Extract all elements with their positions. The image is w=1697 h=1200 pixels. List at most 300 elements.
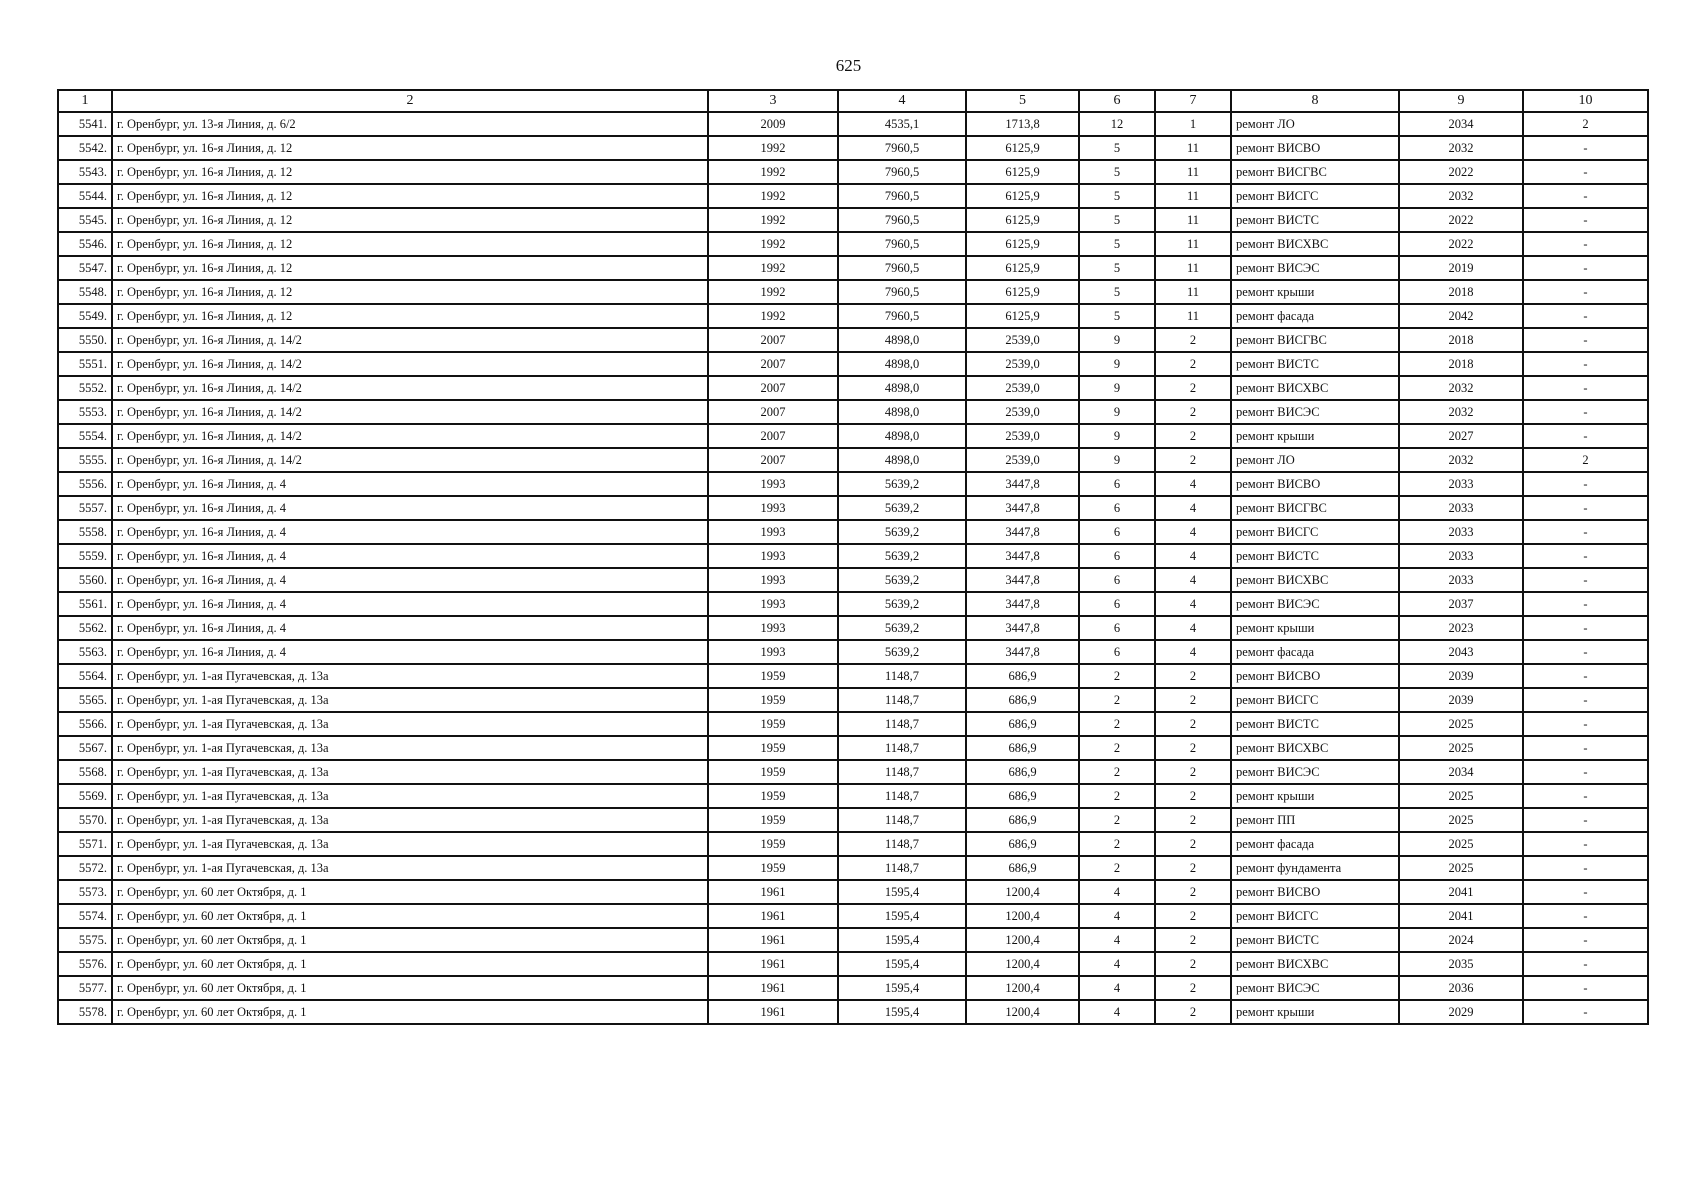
cell-address: г. Оренбург, ул. 16-я Линия, д. 12 — [112, 256, 708, 280]
cell-entrances: 2 — [1155, 352, 1231, 376]
cell-planned-year: 2027 — [1399, 424, 1523, 448]
cell-planned-year: 2018 — [1399, 352, 1523, 376]
cell-work-type: ремонт фасада — [1231, 640, 1399, 664]
cell-living-area: 6125,9 — [966, 256, 1079, 280]
cell-planned-year: 2029 — [1399, 1000, 1523, 1024]
cell-address: г. Оренбург, ул. 1-ая Пугачевская, д. 13а — [112, 808, 708, 832]
cell-floors: 6 — [1079, 640, 1155, 664]
cell-row-number: 5549. — [58, 304, 112, 328]
cell-total-area: 7960,5 — [838, 184, 966, 208]
cell-row-number: 5578. — [58, 1000, 112, 1024]
table-header — [58, 90, 1648, 112]
column-header-3: 3 — [708, 90, 838, 112]
cell-total-area: 7960,5 — [838, 136, 966, 160]
cell-total-area: 7960,5 — [838, 304, 966, 328]
table-row — [58, 280, 1648, 304]
cell-planned-year: 2032 — [1399, 376, 1523, 400]
cell-column-10-value: - — [1523, 544, 1648, 568]
cell-row-number: 5547. — [58, 256, 112, 280]
column-header-2: 2 — [112, 90, 708, 112]
cell-address: г. Оренбург, ул. 1-ая Пугачевская, д. 13а — [112, 712, 708, 736]
table-row — [58, 1000, 1648, 1024]
table-row — [58, 496, 1648, 520]
cell-planned-year: 2019 — [1399, 256, 1523, 280]
cell-planned-year: 2039 — [1399, 664, 1523, 688]
cell-address: г. Оренбург, ул. 1-ая Пугачевская, д. 13а — [112, 736, 708, 760]
cell-column-10-value: - — [1523, 568, 1648, 592]
cell-floors: 2 — [1079, 664, 1155, 688]
cell-column-10-value: - — [1523, 856, 1648, 880]
cell-floors: 2 — [1079, 856, 1155, 880]
table-row — [58, 712, 1648, 736]
cell-row-number: 5543. — [58, 160, 112, 184]
cell-address: г. Оренбург, ул. 1-ая Пугачевская, д. 13а — [112, 688, 708, 712]
cell-year-built: 1992 — [708, 160, 838, 184]
cell-floors: 4 — [1079, 1000, 1155, 1024]
cell-row-number: 5544. — [58, 184, 112, 208]
cell-total-area: 1148,7 — [838, 856, 966, 880]
cell-address: г. Оренбург, ул. 1-ая Пугачевская, д. 13а — [112, 832, 708, 856]
cell-entrances: 2 — [1155, 760, 1231, 784]
cell-entrances: 2 — [1155, 400, 1231, 424]
cell-year-built: 1959 — [708, 808, 838, 832]
cell-total-area: 7960,5 — [838, 232, 966, 256]
cell-year-built: 1993 — [708, 520, 838, 544]
cell-address: г. Оренбург, ул. 16-я Линия, д. 12 — [112, 232, 708, 256]
table-row — [58, 208, 1648, 232]
cell-address: г. Оренбург, ул. 16-я Линия, д. 14/2 — [112, 424, 708, 448]
cell-entrances: 2 — [1155, 808, 1231, 832]
cell-address: г. Оренбург, ул. 16-я Линия, д. 14/2 — [112, 448, 708, 472]
cell-total-area: 1595,4 — [838, 928, 966, 952]
cell-year-built: 1961 — [708, 904, 838, 928]
cell-column-10-value: - — [1523, 592, 1648, 616]
cell-work-type: ремонт ВИСЭС — [1231, 400, 1399, 424]
cell-total-area: 1595,4 — [838, 952, 966, 976]
cell-total-area: 1148,7 — [838, 688, 966, 712]
cell-address: г. Оренбург, ул. 16-я Линия, д. 12 — [112, 208, 708, 232]
cell-planned-year: 2033 — [1399, 568, 1523, 592]
cell-entrances: 4 — [1155, 472, 1231, 496]
cell-work-type: ремонт крыши — [1231, 616, 1399, 640]
cell-floors: 2 — [1079, 736, 1155, 760]
cell-row-number: 5541. — [58, 112, 112, 136]
cell-work-type: ремонт ВИСТС — [1231, 208, 1399, 232]
cell-row-number: 5557. — [58, 496, 112, 520]
cell-column-10-value: - — [1523, 328, 1648, 352]
cell-floors: 9 — [1079, 448, 1155, 472]
cell-total-area: 1148,7 — [838, 808, 966, 832]
cell-work-type: ремонт крыши — [1231, 784, 1399, 808]
cell-column-10-value: 2 — [1523, 448, 1648, 472]
cell-work-type: ремонт ВИСТС — [1231, 352, 1399, 376]
cell-year-built: 1992 — [708, 136, 838, 160]
cell-total-area: 1148,7 — [838, 760, 966, 784]
cell-row-number: 5575. — [58, 928, 112, 952]
cell-living-area: 3447,8 — [966, 520, 1079, 544]
cell-entrances: 2 — [1155, 688, 1231, 712]
cell-work-type: ремонт ВИСЭС — [1231, 592, 1399, 616]
cell-work-type: ремонт ВИСГС — [1231, 520, 1399, 544]
cell-living-area: 3447,8 — [966, 592, 1079, 616]
table-row — [58, 784, 1648, 808]
cell-planned-year: 2032 — [1399, 400, 1523, 424]
cell-planned-year: 2032 — [1399, 184, 1523, 208]
cell-work-type: ремонт ВИСГВС — [1231, 496, 1399, 520]
cell-floors: 5 — [1079, 256, 1155, 280]
cell-living-area: 3447,8 — [966, 640, 1079, 664]
cell-planned-year: 2025 — [1399, 784, 1523, 808]
cell-total-area: 1595,4 — [838, 1000, 966, 1024]
table-row — [58, 472, 1648, 496]
cell-total-area: 5639,2 — [838, 592, 966, 616]
cell-total-area: 4898,0 — [838, 376, 966, 400]
cell-work-type: ремонт ВИСЭС — [1231, 976, 1399, 1000]
cell-column-10-value: - — [1523, 760, 1648, 784]
cell-work-type: ремонт ВИСГС — [1231, 688, 1399, 712]
cell-row-number: 5555. — [58, 448, 112, 472]
column-header-5: 5 — [966, 90, 1079, 112]
cell-column-10-value: - — [1523, 736, 1648, 760]
cell-row-number: 5567. — [58, 736, 112, 760]
cell-year-built: 1993 — [708, 616, 838, 640]
cell-column-10-value: - — [1523, 616, 1648, 640]
cell-planned-year: 2022 — [1399, 208, 1523, 232]
cell-row-number: 5566. — [58, 712, 112, 736]
column-header-9: 9 — [1399, 90, 1523, 112]
cell-work-type: ремонт крыши — [1231, 424, 1399, 448]
cell-entrances: 2 — [1155, 880, 1231, 904]
cell-planned-year: 2022 — [1399, 160, 1523, 184]
cell-row-number: 5568. — [58, 760, 112, 784]
cell-planned-year: 2025 — [1399, 832, 1523, 856]
cell-living-area: 686,9 — [966, 832, 1079, 856]
cell-total-area: 1595,4 — [838, 880, 966, 904]
cell-address: г. Оренбург, ул. 16-я Линия, д. 14/2 — [112, 376, 708, 400]
cell-column-10-value: - — [1523, 928, 1648, 952]
cell-entrances: 2 — [1155, 952, 1231, 976]
cell-total-area: 4898,0 — [838, 328, 966, 352]
cell-address: г. Оренбург, ул. 16-я Линия, д. 4 — [112, 472, 708, 496]
cell-floors: 9 — [1079, 352, 1155, 376]
cell-row-number: 5542. — [58, 136, 112, 160]
cell-floors: 9 — [1079, 328, 1155, 352]
cell-year-built: 1992 — [708, 208, 838, 232]
cell-floors: 4 — [1079, 904, 1155, 928]
cell-planned-year: 2033 — [1399, 496, 1523, 520]
cell-year-built: 1961 — [708, 1000, 838, 1024]
cell-row-number: 5563. — [58, 640, 112, 664]
cell-year-built: 2007 — [708, 328, 838, 352]
cell-work-type: ремонт ВИСХВС — [1231, 376, 1399, 400]
cell-entrances: 2 — [1155, 712, 1231, 736]
cell-year-built: 1993 — [708, 472, 838, 496]
cell-row-number: 5551. — [58, 352, 112, 376]
cell-planned-year: 2033 — [1399, 544, 1523, 568]
table-row — [58, 448, 1648, 472]
cell-work-type: ремонт крыши — [1231, 280, 1399, 304]
cell-floors: 5 — [1079, 184, 1155, 208]
cell-planned-year: 2033 — [1399, 520, 1523, 544]
cell-year-built: 1993 — [708, 544, 838, 568]
cell-column-10-value: - — [1523, 352, 1648, 376]
cell-year-built: 2007 — [708, 352, 838, 376]
cell-entrances: 4 — [1155, 520, 1231, 544]
table-row — [58, 856, 1648, 880]
cell-row-number: 5552. — [58, 376, 112, 400]
cell-planned-year: 2025 — [1399, 856, 1523, 880]
cell-living-area: 2539,0 — [966, 328, 1079, 352]
cell-year-built: 2007 — [708, 376, 838, 400]
cell-planned-year: 2042 — [1399, 304, 1523, 328]
cell-column-10-value: - — [1523, 688, 1648, 712]
cell-planned-year: 2034 — [1399, 760, 1523, 784]
table-row — [58, 832, 1648, 856]
cell-year-built: 1959 — [708, 832, 838, 856]
cell-address: г. Оренбург, ул. 60 лет Октября, д. 1 — [112, 880, 708, 904]
table-row — [58, 328, 1648, 352]
cell-floors: 4 — [1079, 880, 1155, 904]
cell-planned-year: 2023 — [1399, 616, 1523, 640]
cell-address: г. Оренбург, ул. 1-ая Пугачевская, д. 13а — [112, 760, 708, 784]
cell-year-built: 1961 — [708, 976, 838, 1000]
cell-floors: 5 — [1079, 160, 1155, 184]
cell-total-area: 5639,2 — [838, 640, 966, 664]
cell-year-built: 1959 — [708, 712, 838, 736]
cell-entrances: 2 — [1155, 784, 1231, 808]
cell-row-number: 5562. — [58, 616, 112, 640]
cell-total-area: 4898,0 — [838, 352, 966, 376]
cell-living-area: 1200,4 — [966, 904, 1079, 928]
cell-living-area: 2539,0 — [966, 400, 1079, 424]
column-header-6: 6 — [1079, 90, 1155, 112]
cell-row-number: 5574. — [58, 904, 112, 928]
cell-work-type: ремонт крыши — [1231, 1000, 1399, 1024]
cell-row-number: 5572. — [58, 856, 112, 880]
cell-year-built: 1992 — [708, 256, 838, 280]
cell-living-area: 686,9 — [966, 760, 1079, 784]
cell-total-area: 7960,5 — [838, 256, 966, 280]
table-row — [58, 880, 1648, 904]
cell-address: г. Оренбург, ул. 16-я Линия, д. 4 — [112, 544, 708, 568]
cell-floors: 6 — [1079, 520, 1155, 544]
cell-living-area: 6125,9 — [966, 304, 1079, 328]
cell-floors: 9 — [1079, 376, 1155, 400]
cell-entrances: 4 — [1155, 544, 1231, 568]
cell-address: г. Оренбург, ул. 60 лет Октября, д. 1 — [112, 904, 708, 928]
cell-work-type: ремонт ВИСТС — [1231, 544, 1399, 568]
cell-column-10-value: - — [1523, 232, 1648, 256]
cell-planned-year: 2035 — [1399, 952, 1523, 976]
cell-year-built: 1993 — [708, 496, 838, 520]
table-row — [58, 664, 1648, 688]
cell-entrances: 4 — [1155, 568, 1231, 592]
cell-total-area: 5639,2 — [838, 568, 966, 592]
table-row — [58, 184, 1648, 208]
cell-total-area: 5639,2 — [838, 496, 966, 520]
cell-total-area: 1148,7 — [838, 736, 966, 760]
column-header-10: 10 — [1523, 90, 1648, 112]
table-row — [58, 400, 1648, 424]
cell-address: г. Оренбург, ул. 60 лет Октября, д. 1 — [112, 1000, 708, 1024]
cell-row-number: 5561. — [58, 592, 112, 616]
cell-total-area: 7960,5 — [838, 160, 966, 184]
cell-year-built: 1993 — [708, 640, 838, 664]
cell-work-type: ремонт ВИСЭС — [1231, 256, 1399, 280]
cell-address: г. Оренбург, ул. 60 лет Октября, д. 1 — [112, 952, 708, 976]
cell-living-area: 686,9 — [966, 712, 1079, 736]
table-body — [58, 112, 1648, 1024]
cell-year-built: 1961 — [708, 880, 838, 904]
table-row — [58, 136, 1648, 160]
cell-work-type: ремонт ВИСТС — [1231, 712, 1399, 736]
cell-entrances: 1 — [1155, 112, 1231, 136]
cell-entrances: 2 — [1155, 904, 1231, 928]
cell-work-type: ремонт ВИСХВС — [1231, 952, 1399, 976]
cell-floors: 2 — [1079, 688, 1155, 712]
cell-floors: 9 — [1079, 400, 1155, 424]
cell-total-area: 4898,0 — [838, 400, 966, 424]
cell-work-type: ремонт ВИСХВС — [1231, 568, 1399, 592]
cell-entrances: 11 — [1155, 208, 1231, 232]
table-row — [58, 952, 1648, 976]
cell-planned-year: 2041 — [1399, 880, 1523, 904]
cell-entrances: 11 — [1155, 280, 1231, 304]
cell-entrances: 11 — [1155, 160, 1231, 184]
cell-row-number: 5576. — [58, 952, 112, 976]
cell-entrances: 4 — [1155, 640, 1231, 664]
cell-living-area: 6125,9 — [966, 136, 1079, 160]
cell-planned-year: 2032 — [1399, 448, 1523, 472]
cell-planned-year: 2018 — [1399, 280, 1523, 304]
cell-address: г. Оренбург, ул. 1-ая Пугачевская, д. 13а — [112, 664, 708, 688]
cell-total-area: 1148,7 — [838, 784, 966, 808]
cell-column-10-value: - — [1523, 880, 1648, 904]
cell-planned-year: 2025 — [1399, 712, 1523, 736]
cell-column-10-value: - — [1523, 520, 1648, 544]
cell-floors: 5 — [1079, 280, 1155, 304]
cell-living-area: 686,9 — [966, 688, 1079, 712]
cell-column-10-value: - — [1523, 208, 1648, 232]
table-row — [58, 232, 1648, 256]
cell-total-area: 7960,5 — [838, 280, 966, 304]
cell-planned-year: 2041 — [1399, 904, 1523, 928]
cell-column-10-value: - — [1523, 808, 1648, 832]
cell-floors: 4 — [1079, 928, 1155, 952]
cell-floors: 6 — [1079, 472, 1155, 496]
table-row — [58, 256, 1648, 280]
cell-row-number: 5573. — [58, 880, 112, 904]
cell-floors: 2 — [1079, 712, 1155, 736]
cell-column-10-value: - — [1523, 280, 1648, 304]
cell-row-number: 5550. — [58, 328, 112, 352]
cell-column-10-value: - — [1523, 256, 1648, 280]
cell-total-area: 1148,7 — [838, 664, 966, 688]
cell-floors: 9 — [1079, 424, 1155, 448]
cell-column-10-value: - — [1523, 664, 1648, 688]
cell-year-built: 1993 — [708, 568, 838, 592]
table-row — [58, 520, 1648, 544]
cell-column-10-value: 2 — [1523, 112, 1648, 136]
cell-work-type: ремонт ВИСВО — [1231, 136, 1399, 160]
table-row — [58, 424, 1648, 448]
cell-work-type: ремонт ВИСХВС — [1231, 232, 1399, 256]
cell-work-type: ремонт фасада — [1231, 832, 1399, 856]
cell-living-area: 1200,4 — [966, 1000, 1079, 1024]
cell-work-type: ремонт ВИСГС — [1231, 904, 1399, 928]
cell-floors: 6 — [1079, 592, 1155, 616]
cell-entrances: 2 — [1155, 928, 1231, 952]
cell-living-area: 6125,9 — [966, 208, 1079, 232]
cell-column-10-value: - — [1523, 376, 1648, 400]
cell-column-10-value: - — [1523, 832, 1648, 856]
cell-year-built: 1961 — [708, 928, 838, 952]
cell-planned-year: 2022 — [1399, 232, 1523, 256]
table-row — [58, 376, 1648, 400]
cell-entrances: 11 — [1155, 184, 1231, 208]
cell-total-area: 1148,7 — [838, 832, 966, 856]
cell-entrances: 2 — [1155, 328, 1231, 352]
cell-living-area: 6125,9 — [966, 160, 1079, 184]
cell-address: г. Оренбург, ул. 60 лет Октября, д. 1 — [112, 928, 708, 952]
cell-planned-year: 2025 — [1399, 808, 1523, 832]
cell-entrances: 2 — [1155, 376, 1231, 400]
cell-total-area: 1148,7 — [838, 712, 966, 736]
column-header-7: 7 — [1155, 90, 1231, 112]
cell-floors: 6 — [1079, 496, 1155, 520]
cell-year-built: 1992 — [708, 232, 838, 256]
cell-planned-year: 2018 — [1399, 328, 1523, 352]
cell-living-area: 3447,8 — [966, 472, 1079, 496]
cell-work-type: ремонт ПП — [1231, 808, 1399, 832]
cell-address: г. Оренбург, ул. 16-я Линия, д. 14/2 — [112, 352, 708, 376]
cell-row-number: 5565. — [58, 688, 112, 712]
cell-entrances: 11 — [1155, 136, 1231, 160]
cell-living-area: 686,9 — [966, 736, 1079, 760]
cell-work-type: ремонт ВИСВО — [1231, 664, 1399, 688]
cell-row-number: 5554. — [58, 424, 112, 448]
cell-year-built: 1992 — [708, 304, 838, 328]
cell-planned-year: 2025 — [1399, 736, 1523, 760]
table-row — [58, 976, 1648, 1000]
cell-entrances: 4 — [1155, 592, 1231, 616]
cell-living-area: 2539,0 — [966, 352, 1079, 376]
cell-address: г. Оренбург, ул. 16-я Линия, д. 14/2 — [112, 400, 708, 424]
cell-entrances: 4 — [1155, 496, 1231, 520]
cell-floors: 6 — [1079, 544, 1155, 568]
cell-address: г. Оренбург, ул. 60 лет Октября, д. 1 — [112, 976, 708, 1000]
cell-year-built: 1959 — [708, 784, 838, 808]
cell-planned-year: 2033 — [1399, 472, 1523, 496]
cell-planned-year: 2024 — [1399, 928, 1523, 952]
cell-year-built: 2007 — [708, 448, 838, 472]
cell-living-area: 1200,4 — [966, 952, 1079, 976]
cell-column-10-value: - — [1523, 400, 1648, 424]
cell-entrances: 11 — [1155, 232, 1231, 256]
table-row — [58, 568, 1648, 592]
cell-row-number: 5546. — [58, 232, 112, 256]
cell-year-built: 1959 — [708, 760, 838, 784]
cell-column-10-value: - — [1523, 496, 1648, 520]
cell-row-number: 5564. — [58, 664, 112, 688]
cell-year-built: 1959 — [708, 856, 838, 880]
cell-column-10-value: - — [1523, 136, 1648, 160]
cell-row-number: 5545. — [58, 208, 112, 232]
cell-work-type: ремонт ВИСВО — [1231, 880, 1399, 904]
cell-row-number: 5569. — [58, 784, 112, 808]
cell-total-area: 7960,5 — [838, 208, 966, 232]
cell-planned-year: 2034 — [1399, 112, 1523, 136]
